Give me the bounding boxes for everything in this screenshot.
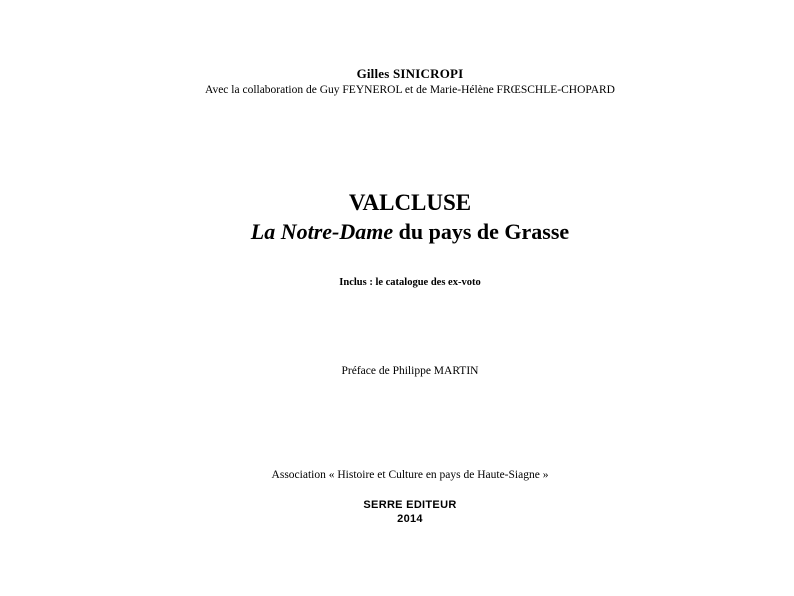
publication-year: 2014 (397, 513, 423, 525)
publisher-name: SERRE EDITEUR (363, 499, 457, 511)
collaboration-line: Avec la collaboration de Guy FEYNEROL et de Marie-Hélène FRŒSCHLE-CHOPARD (205, 84, 615, 96)
preface-line: Préface de Philippe MARTIN (341, 365, 479, 377)
book-title: VALCLUSE (348, 190, 472, 215)
book-subtitle (0, 219, 794, 245)
association-line: Association « Histoire et Culture en pays de Haute-Siagne » (271, 469, 549, 481)
includes-note: Inclus : le catalogue des ex-voto (339, 277, 481, 288)
subtitle-rest: du pays de Grasse (393, 219, 570, 244)
author-name: Gilles SINICROPI (356, 66, 464, 81)
subtitle-italic: La Notre-Dame (250, 219, 394, 244)
